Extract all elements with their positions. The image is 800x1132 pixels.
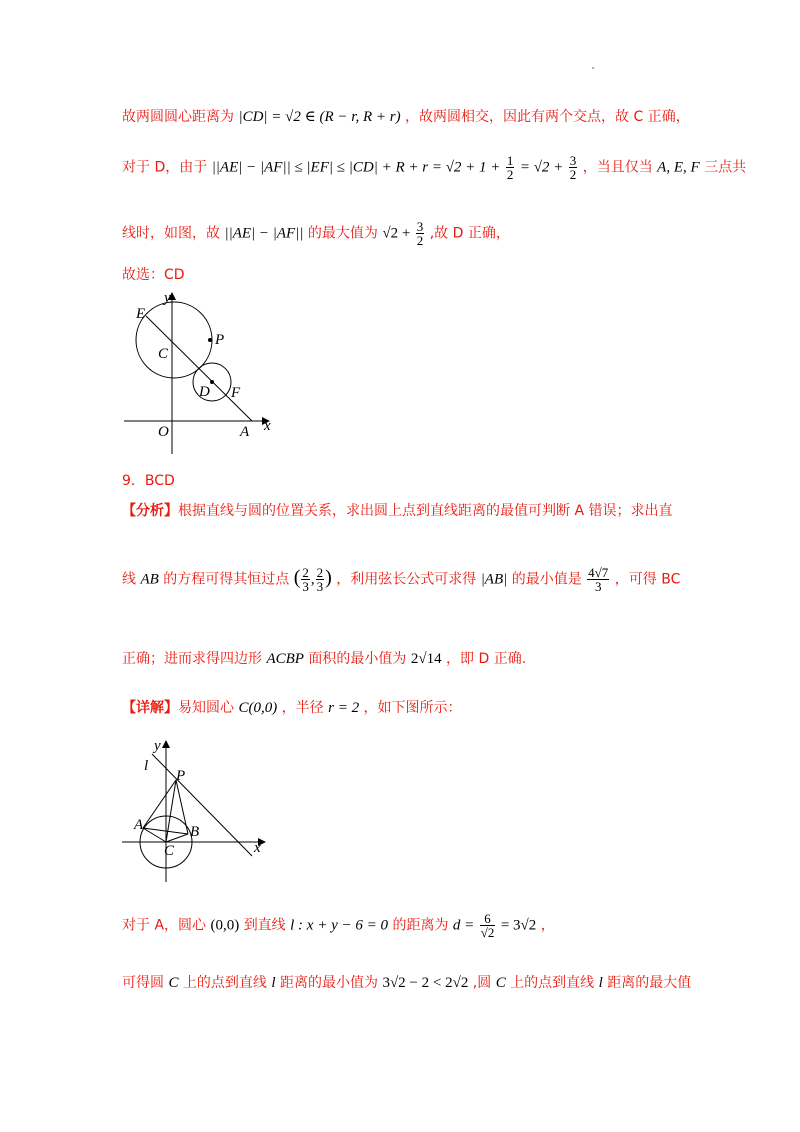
text: 线: [122, 571, 136, 588]
line-l: [152, 754, 252, 856]
text: 故两圆圆心距离为: [122, 109, 234, 125]
math-min-distance: 3√2 − 2 < 2√2: [382, 975, 469, 991]
text: 到直线: [243, 917, 286, 934]
label-d: D: [199, 384, 210, 400]
fraction-two-thirds: $\frac{2}{3}$: [302, 565, 309, 594]
text: 上的点到直线: [182, 975, 267, 991]
fraction-two-thirds: $\frac{2}{3}$: [316, 565, 324, 594]
fraction-4-root7-over-3: $\frac{4√7}{3}$: [588, 565, 609, 594]
label-f: F: [231, 385, 241, 401]
label-y: y: [154, 738, 161, 754]
text: 根据直线与圆的位置关系，求出圆上点到直线距离的最值可判断 A 错误；求出直: [178, 503, 673, 519]
fraction-three-halves: $\frac{3}{2}$: [569, 153, 577, 182]
math-cd-distance: |CD| = √2 ∈ (R − r, R + r): [238, 109, 401, 125]
point-p: [208, 338, 212, 342]
fraction-three-halves: $\frac{3}{2}$: [416, 219, 424, 248]
text: ，故两圆相交，因此有两个交点，故 C 正确，: [405, 109, 690, 125]
text: 的方程可得其恒过点: [163, 571, 290, 588]
label-c: C: [158, 346, 169, 362]
figure-two-circles: [118, 286, 278, 458]
segment-pa: [143, 780, 176, 828]
math-comma: ,: [310, 571, 315, 588]
label-c: C: [164, 843, 175, 859]
math-c: C: [168, 975, 179, 991]
math-d: d =: [452, 917, 475, 934]
text: 的最小值是: [511, 571, 582, 588]
text: ，利用弦长公式可求得: [336, 571, 477, 588]
analysis-line-1: [122, 500, 672, 520]
label-x: x: [264, 418, 271, 434]
text: ，半径: [281, 700, 324, 716]
text: 对于 A，圆心: [122, 917, 207, 934]
math-line-l: l : x + y − 6 = 0: [290, 917, 388, 934]
analysis-line-3: [122, 648, 526, 668]
label-x: x: [254, 840, 261, 856]
line-ea: [146, 316, 252, 421]
label-b: B: [190, 824, 200, 840]
label-l: l: [144, 758, 149, 774]
label-o: O: [158, 424, 169, 440]
text: 上的点到直线: [510, 975, 595, 991]
text: ，即 D 正确.: [446, 651, 527, 667]
math-ab: AB: [140, 571, 159, 588]
math-acbp: ACBP: [266, 651, 304, 667]
text: 对于 D，由于: [122, 159, 208, 176]
text: 距离的最大值: [607, 975, 692, 991]
text: 的距离为: [392, 917, 449, 934]
segment-pb: [176, 780, 188, 834]
text: ，当且仅当: [582, 159, 653, 176]
detail-tag: 【详解】: [122, 700, 178, 716]
question-9-answer: 9．BCD: [122, 473, 175, 489]
fraction-one-half: $\frac{1}{2}$: [506, 153, 514, 182]
math-abs-ab: |AB|: [480, 571, 508, 588]
answer-line: 故选：CD: [122, 267, 185, 283]
solution-line-2: [122, 154, 746, 181]
label-y: y: [164, 290, 171, 306]
text: 易知圆心: [178, 700, 234, 716]
detail-line-1: [122, 697, 462, 717]
page-dot: [592, 67, 594, 69]
text: ，可得 BC: [614, 571, 681, 588]
math-origin: (0,0): [210, 917, 240, 934]
text: ,故 D 正确，: [429, 225, 510, 242]
math-l: l: [598, 975, 603, 991]
text: 的最大值为: [307, 225, 378, 242]
math-radius: r = 2: [328, 700, 360, 716]
math-center: C(0,0): [238, 700, 278, 716]
segment-ac: [143, 828, 166, 842]
math-inequality: ||AE| − |AF|| ≤ |EF| ≤ |CD| + R + r = √2 + 1 +: [211, 159, 501, 176]
text: ,圆: [472, 975, 492, 991]
math-points: A, E, F: [657, 159, 700, 176]
text: 可得圆: [122, 975, 164, 991]
y-axis-arrow: [162, 740, 170, 748]
label-e: E: [136, 306, 146, 322]
solution-line-3: [122, 220, 510, 247]
math-result: = 3√2: [500, 917, 537, 934]
figure-tangent-lines: [118, 736, 278, 886]
segment-bc: [166, 834, 188, 842]
detail-line-a: [122, 912, 555, 939]
text: 三点共: [704, 159, 747, 176]
math-paren-left: (: [293, 566, 301, 589]
math-c: C: [495, 975, 506, 991]
text: 面积的最小值为: [308, 651, 407, 667]
math-expression: = √2 +: [519, 159, 564, 176]
analysis-line-2: [122, 566, 680, 593]
label-p: P: [176, 768, 186, 784]
math-l: l: [271, 975, 276, 991]
label-a: A: [240, 424, 250, 440]
text: ，: [540, 917, 555, 934]
math-expression: √2 +: [382, 225, 411, 242]
text: ，如下图所示：: [363, 700, 462, 716]
text: 正确；进而求得四边形: [122, 651, 262, 667]
label-a: A: [134, 817, 144, 833]
solution-line-1: [122, 106, 690, 126]
label-p: P: [215, 332, 225, 348]
analysis-tag: 【分析】: [122, 503, 178, 519]
fraction-6-over-root2: $\frac{6}{√2}$: [480, 911, 495, 940]
math-paren-right: ): [325, 566, 332, 589]
text: 线时，如图，故: [122, 225, 220, 242]
math-min-area: 2√14: [410, 651, 442, 667]
math-abs-difference: ||AE| − |AF||: [224, 225, 304, 242]
point-d: [210, 380, 214, 384]
text: 距离的最小值为: [280, 975, 378, 991]
detail-line-b: [122, 972, 691, 992]
